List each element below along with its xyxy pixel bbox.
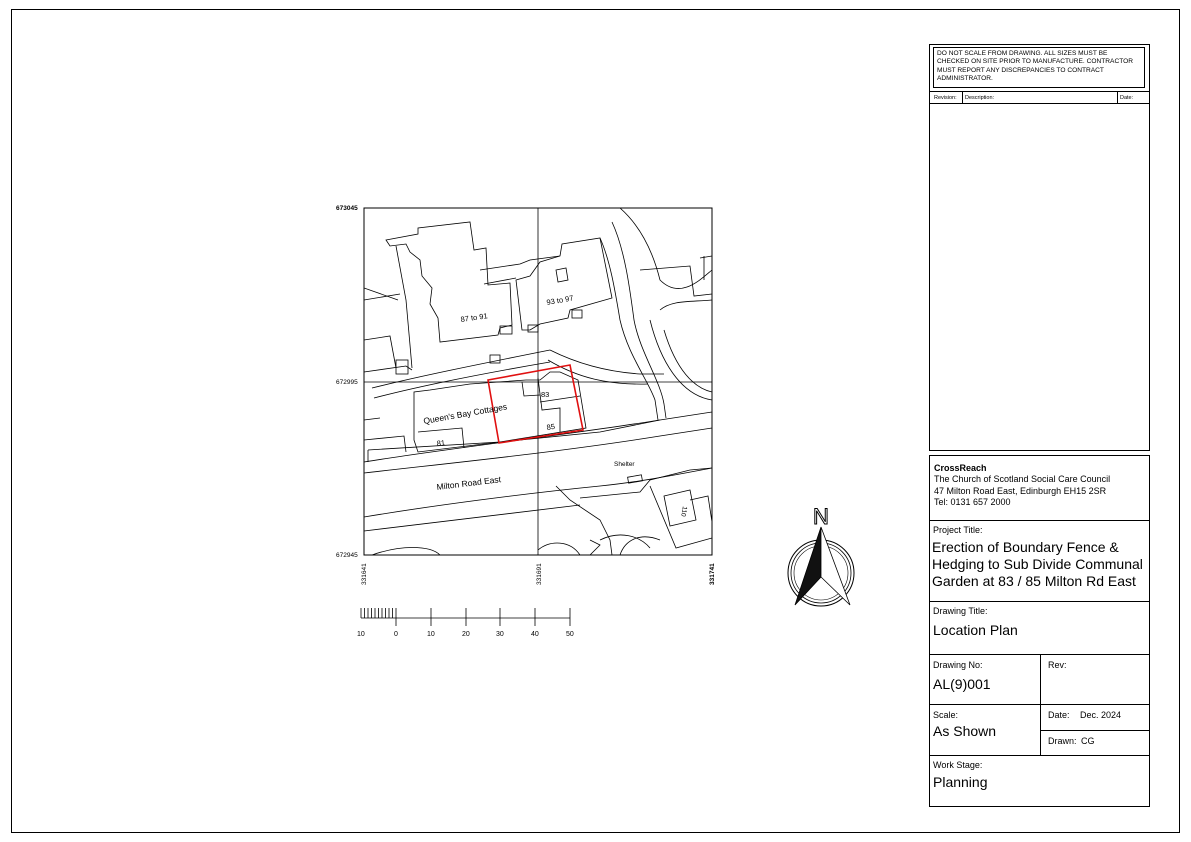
scale-bar: [361, 608, 570, 626]
north-letter: N: [813, 504, 829, 529]
rev-label: Rev:: [1048, 660, 1067, 670]
grid-north-top: 673045: [336, 205, 358, 212]
divider: [929, 601, 1150, 602]
divider: [1040, 730, 1150, 731]
grid-north-mid: 672995: [336, 379, 358, 386]
description-column-label: Description:: [965, 95, 995, 101]
drawing-title-value: Location Plan: [933, 622, 1018, 638]
drawn-value: CG: [1081, 736, 1095, 746]
divider: [1117, 91, 1118, 104]
drawing-no-value: AL(9)001: [933, 676, 991, 692]
client-line-1: The Church of Scotland Social Care Council: [934, 474, 1111, 484]
notes-revisions-panel: [929, 44, 1150, 451]
project-title-line-1: Erection of Boundary Fence &: [932, 539, 1119, 555]
grid-east-right: 331741: [709, 563, 716, 585]
label-shelter: Shelter: [614, 461, 635, 468]
client-line-3: Tel: 0131 657 2000: [934, 497, 1011, 507]
date-column-label: Date:: [1120, 95, 1134, 101]
divider: [929, 755, 1150, 756]
label-no-110: 110: [679, 505, 688, 518]
label-no-81: 81: [436, 438, 446, 448]
grid-east-left: 331641: [361, 563, 368, 585]
date-value: Dec. 2024: [1080, 710, 1122, 720]
label-queens-bay-cottages: Queen's Bay Cottages: [422, 401, 508, 426]
label-milton-road-east: Milton Road East: [436, 474, 502, 492]
drawing-no-label: Drawing No:: [933, 660, 983, 670]
client-name: CrossReach: [934, 463, 987, 473]
scale-label: 30: [496, 631, 504, 638]
project-title-line-2: Hedging to Sub Divide Communal: [932, 556, 1143, 572]
work-stage-label: Work Stage:: [933, 760, 983, 770]
scale-label: 20: [462, 631, 470, 638]
revision-column-label: Revision:: [934, 95, 957, 101]
client-line-2: 47 Milton Road East, Edinburgh EH15 2SR: [934, 486, 1107, 496]
scale-label: 10: [427, 631, 435, 638]
label-no-83: 83: [541, 390, 550, 399]
drawn-label: Drawn:: [1048, 736, 1077, 746]
drawing-title-label: Drawing Title:: [933, 606, 988, 616]
project-title-line-3: Garden at 83 / 85 Milton Rd East: [932, 573, 1136, 589]
label-87-to-91: 87 to 91: [460, 311, 489, 324]
do-not-scale-note: DO NOT SCALE FROM DRAWING. ALL SIZES MUST BE CHECKED ON SITE PRIOR TO MANUFACTURE. CONTRACTOR MUST REPORT ANY DISCREPANCIES TO CONTRACT ADMINISTRATOR.: [933, 47, 1145, 88]
scale-label: 40: [531, 631, 539, 638]
scale-label: 0: [394, 631, 398, 638]
grid-east-mid: 331691: [536, 563, 543, 585]
grid-north-bottom: 672945: [336, 552, 358, 559]
divider: [929, 520, 1150, 521]
north-arrow-icon: [788, 504, 854, 606]
project-title-label: Project Title:: [933, 525, 983, 535]
scale-label: 10: [357, 631, 365, 638]
scale-value: As Shown: [933, 723, 997, 739]
date-label: Date:: [1048, 710, 1070, 720]
scale-label: 50: [566, 631, 574, 638]
label-93-to-97: 93 to 97: [545, 293, 575, 307]
work-stage-value: Planning: [933, 774, 988, 790]
divider: [929, 704, 1150, 705]
scale-label: Scale:: [933, 710, 959, 720]
label-no-85: 85: [546, 421, 556, 432]
divider: [962, 91, 963, 104]
